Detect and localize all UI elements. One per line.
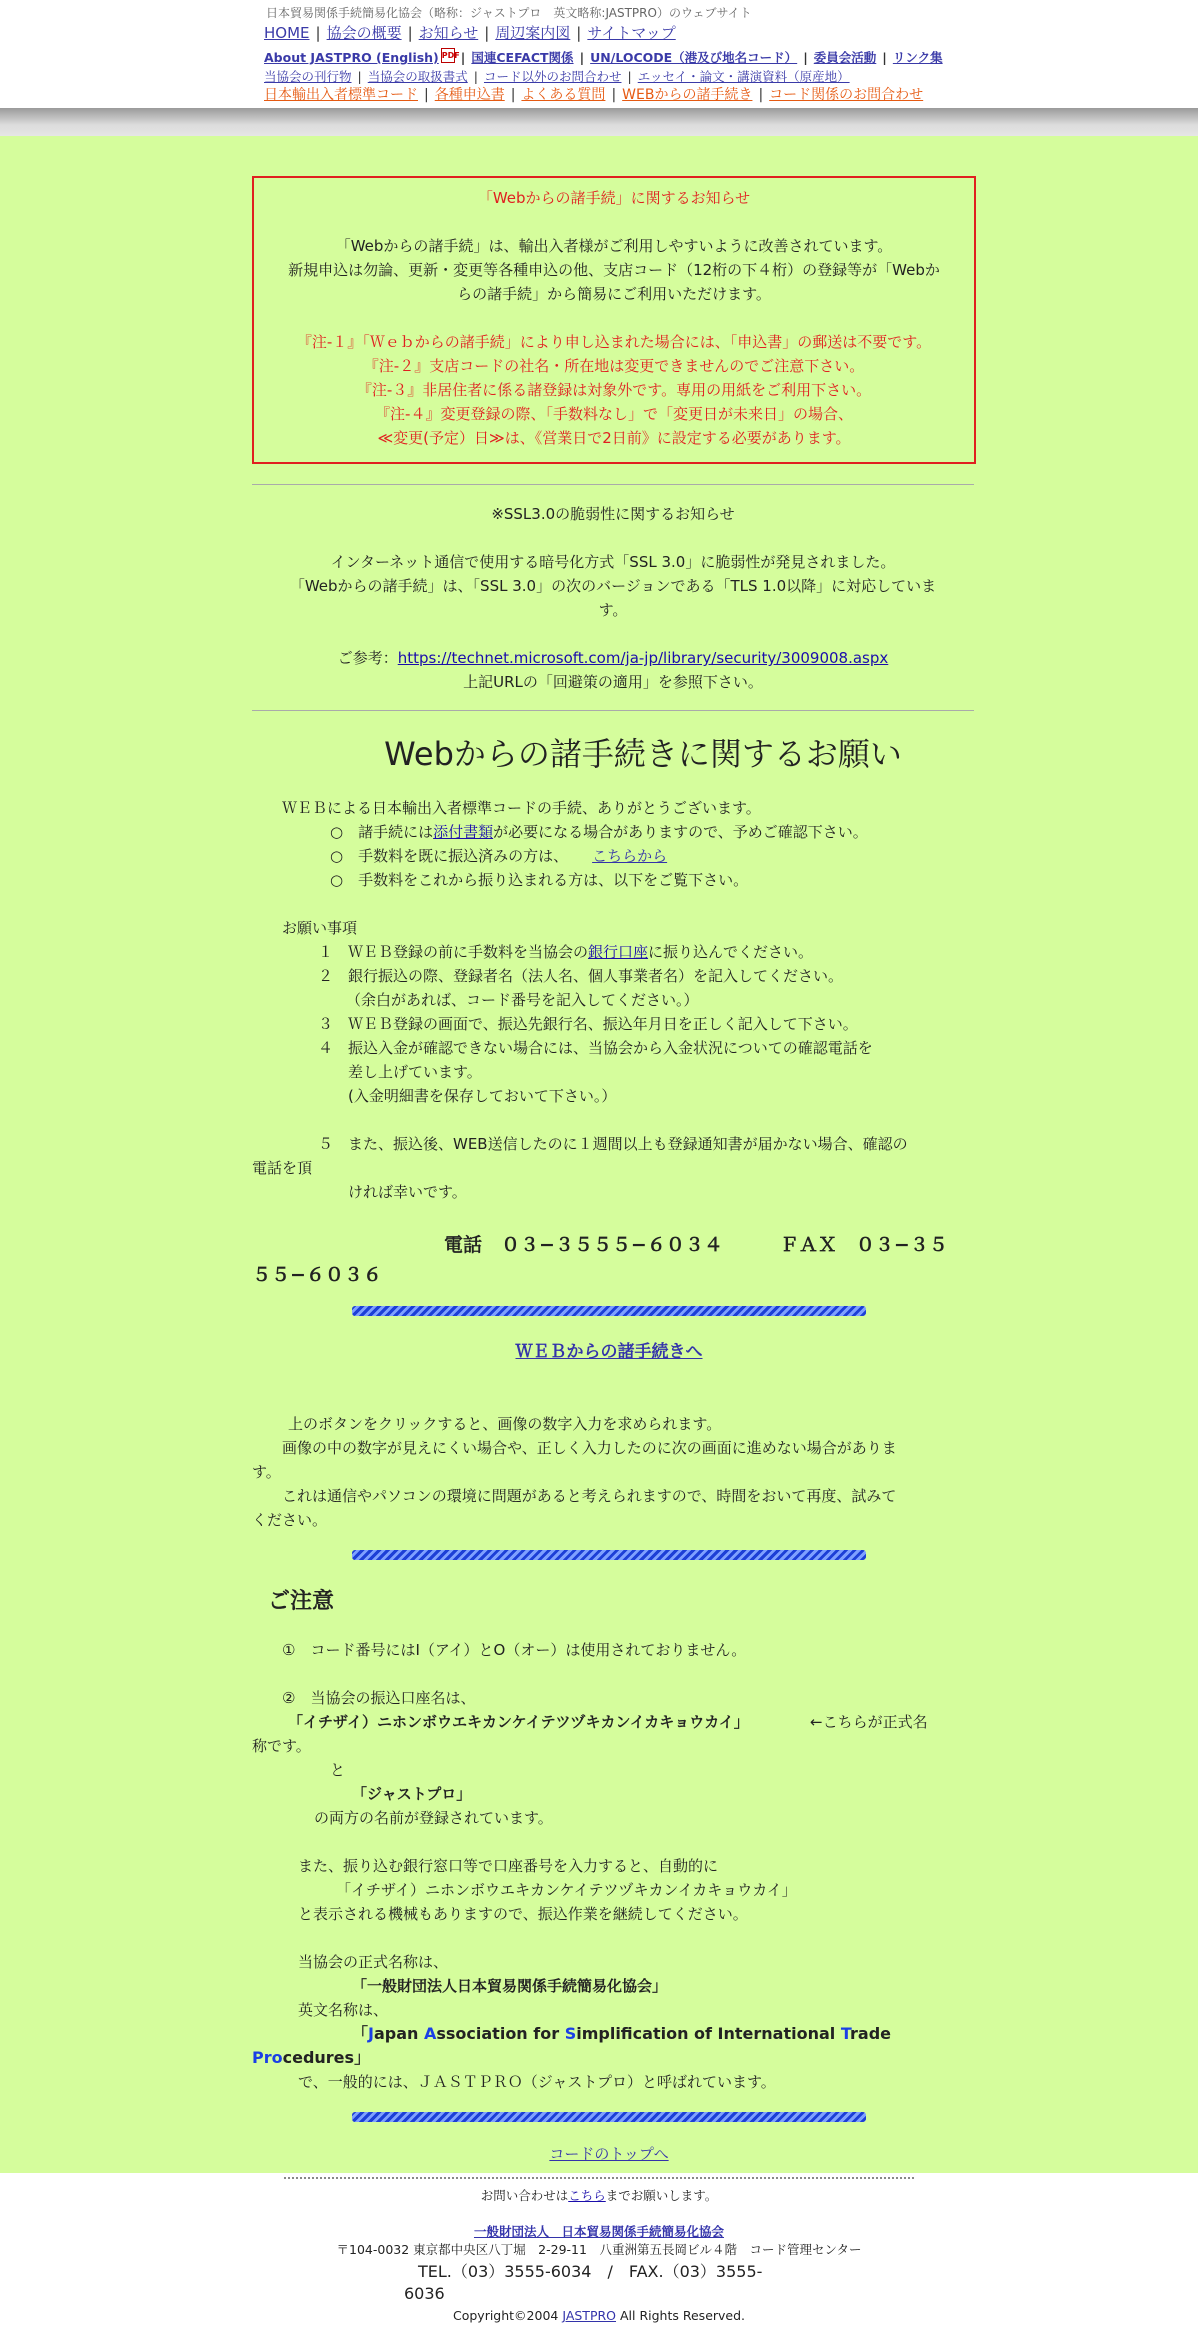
notice-body-3: らの諸手続」から簡易にご利用いただけます。: [457, 285, 771, 303]
nav-home[interactable]: HOME: [264, 24, 310, 42]
nav-news[interactable]: お知らせ: [418, 24, 479, 42]
english-name-line-2: Procedures」: [252, 2048, 371, 2067]
footer-copyright: Copyright©2004 JASTPRO All Rights Reserved.: [452, 2308, 746, 2323]
ssl-reference: [252, 646, 974, 670]
captcha-note-1: 上のボタンをクリックすると、画像の数字入力を求められます。: [288, 1415, 722, 1433]
captcha-note-4: これは通信やパソコンの環境に問題があると考えられますので、時間をおいて再度、試みて: [282, 1487, 897, 1505]
machine-note-3: と表示される機械もありますので、振込作業を継続してください。: [298, 1905, 748, 1923]
main-content: [0, 136, 1198, 2173]
bullet-attachments: ○ 諸手続には添付書類が必要になる場合がありますので、予めご確認下さい。: [330, 823, 868, 841]
fax-cont: ５５−６０３６: [252, 1264, 382, 1286]
caution-item-1: ① コード番号にはI（アイ）とO（オー）は使用されておりません。: [282, 1641, 747, 1659]
paid-link[interactable]: こちらから: [592, 847, 668, 865]
footer-org-link[interactable]: 一般財団法人 日本貿易関係手続簡易化協会: [473, 2224, 724, 2239]
notice-note-4: 『注-４』変更登録の際、「手数料なし」で「変更日が未来日」の場合、: [375, 405, 853, 423]
nav-cefact[interactable]: 国連CEFACT関係: [471, 50, 574, 65]
request-item-4: ４ 振込入金が確認できない場合には、当協会から入金状況についての確認電話を: [318, 1039, 873, 1057]
formal-name-label: 当協会の正式名称は、: [298, 1953, 449, 1971]
site-footer: [0, 2173, 1198, 2335]
notice-body-1: 「Webからの諸手続」は、輸出入者様がご利用しやすいように改善されています。: [335, 237, 893, 255]
nav-web-procedures[interactable]: WEBからの諸手続き: [622, 87, 753, 103]
and-text: と: [330, 1761, 346, 1779]
english-name-label: 英文名称は、: [298, 2001, 389, 2019]
nav-essays[interactable]: エッセイ・論文・講演資料（原産地）: [637, 69, 850, 84]
nav-applications[interactable]: 各種申込書: [434, 87, 505, 103]
code-top-link[interactable]: コードのトップへ: [549, 2145, 669, 2163]
notice-note-1: 『注-１』「Ｗｅｂからの諸手続」により申し込まれた場合には、「申込書」の郵送は不要です。: [296, 333, 932, 351]
request-item-1: １ ＷＥＢ登録の前に手数料を当協会の銀行口座に振り込んでください。: [318, 943, 814, 961]
machine-note-1: また、振り込む銀行窓口等で口座番号を入力すると、自動的に: [298, 1857, 719, 1875]
footer-address: 〒104-0032 東京都中央区八丁堀 2-29-11 八重洲第五長岡ビル４階 コード管理センター: [336, 2242, 862, 2257]
site-tagline: 日本貿易関係手続簡易化協会（略称：ジャストプロ 英文略称:JASTPRO）のウェブサイト: [266, 6, 752, 20]
nav-sitemap[interactable]: サイトマップ: [587, 24, 676, 42]
requests-subheading: お願い事項: [282, 919, 358, 937]
account-name-note-cont: 称です。: [252, 1737, 311, 1755]
request-item-5-cont: 電話を頂: [252, 1159, 313, 1177]
request-item-4-cont: 差し上げています。: [348, 1063, 482, 1081]
account-name-1: 「イチザイ）ニホンボウエキカンケイテツヅキカンイカキョウカイ」: [288, 1713, 749, 1731]
bullet-unpaid: ○ 手数料をこれから振り込まれる方は、以下をご覧下さい。: [330, 871, 749, 889]
notice-note-3: 『注-３』非居住者に係る諸登録は対象外です。専用の用紙をご利用下さい。: [356, 381, 872, 399]
caution-item-2: ② 当協会の振込口座名は、: [282, 1689, 476, 1707]
ssl-line-1: インターネット通信で使用する暗号化方式「SSL 3.0」に脆弱性が発見されました。: [330, 553, 896, 571]
nav-locode[interactable]: UN/LOCODE（港及び地名コード）: [590, 50, 798, 65]
ssl-title: ※SSL3.0の脆弱性に関するお知らせ: [491, 505, 735, 523]
account-name-2: 「ジャストプロ」: [352, 1785, 472, 1803]
web-procedures-notice: [252, 176, 976, 464]
machine-note-2: 「イチザイ）ニホンボウエキカンケイテツヅキカンイカキョウカイ」: [336, 1881, 797, 1899]
tertiary-nav: 当協会の刊行物 | 当協会の取扱書式 | コード以外のお問合わせ | エッセイ・論文・講演資料（原産地）: [264, 69, 850, 84]
top-link-wrap: [352, 2142, 866, 2166]
footer-jastpro-link[interactable]: JASTPRO: [562, 2308, 617, 2323]
phone-fax-line: 電話 ０３−３５５５−６０３４ ＦＡＸ ０３−３５: [444, 1234, 948, 1256]
code-nav: 日本輸出入者標準コード | 各種申込書 | よくある質問 | WEBからの諸手続き | コード関係のお問合わせ: [264, 87, 924, 103]
footer-contact: お問い合わせはこちらまでお願いします。: [480, 2188, 718, 2203]
wavy-divider: [352, 1550, 866, 1560]
nav-publications[interactable]: 当協会の刊行物: [264, 69, 352, 84]
ssl-line-4: 上記URLの「回避策の適用」を参照下さい。: [463, 673, 763, 691]
web-procedures-button[interactable]: ＷＥＢからの諸手続きへ: [515, 1342, 703, 1362]
footer-contact-link[interactable]: こちら: [568, 2188, 606, 2203]
notice-body-2: 新規申込は勿論、更新・変更等各種申込の他、支店コード（12桁の下４桁）の登録等が「Webか: [288, 261, 940, 279]
captcha-note-5: ください。: [252, 1511, 328, 1529]
english-name-line-1: 「Japan Association for Simplification of International Trade: [352, 2024, 891, 2043]
notice-title: 「Webからの諸手続」に関するお知らせ: [477, 189, 751, 207]
ssl-line-2: 「Webからの諸手続」は、「SSL 3.0」の次のバージョンである「TLS 1.0以降」に対応していま: [289, 577, 937, 595]
request-intro: ＷＥＢによる日本輸出入者標準コードの手続、ありがとうございます。: [282, 799, 761, 817]
nav-about[interactable]: 協会の概要: [326, 24, 402, 42]
secondary-nav: About JASTPRO (English) PDF| 国連CEFACT関係 | UN/LOCODE（港及び地名コード） | 委員会活動 | リンク集: [264, 50, 943, 65]
notice-note-2: 『注-２』支店コードの社名・所在地は変更できませんのでご注意下さい。: [363, 357, 865, 375]
captcha-note-2: 画像の中の数字が見えにくい場合や、正しく入力したのに次の画面に進めない場合がありま: [282, 1439, 897, 1457]
nav-links[interactable]: リンク集: [892, 50, 943, 65]
request-item-5-end: ければ幸いです。: [348, 1183, 467, 1201]
request-heading: Webからの諸手続きに関するお願い: [384, 735, 902, 773]
attachments-link[interactable]: 添付書類: [433, 823, 494, 841]
footer-org-wrap: [284, 2223, 914, 2241]
divider: [252, 710, 974, 711]
captcha-note-3: す。: [252, 1463, 281, 1481]
formal-name: 「一般財団法人日本貿易関係手続簡易化協会」: [352, 1977, 668, 1995]
nav-english[interactable]: About JASTPRO (English): [264, 50, 439, 65]
request-item-3: ３ ＷＥＢ登録の画面で、振込先銀行名、振込年月日を正しく記入して下さい。: [318, 1015, 858, 1033]
account-name-note: ←こちらが正式名: [810, 1713, 928, 1731]
bullet-paid: ○ 手数料を既に振込済みの方は、 こちらから: [330, 847, 668, 865]
nav-other-inquiry[interactable]: コード以外のお問合わせ: [483, 69, 622, 84]
common-name: で、一般的には、ＪＡＳＴＰＲＯ（ジャストプロ）と呼ばれています。: [298, 2073, 776, 2091]
request-item-2: ２ 銀行振込の際、登録者名（法人名、個人事業者名）を記入してください。: [318, 967, 844, 985]
request-item-5: ５ また、振込後、WEB送信したのに１週間以上も登録通知書が届かない場合、確認の: [318, 1135, 908, 1153]
nav-standard-code[interactable]: 日本輸出入者標準コード: [264, 87, 418, 103]
ssl-ref-link[interactable]: https://technet.microsoft.com/ja-jp/library/security/3009008.aspx: [397, 649, 889, 667]
nav-code-inquiry[interactable]: コード関係のお問合わせ: [769, 87, 924, 103]
divider: [252, 484, 974, 485]
footer-tel: TEL.（03）3555-6034 / FAX.（03）3555-: [418, 2262, 763, 2281]
notice-note-5: ≪変更(予定）日≫は、《営業日で2日前》に設定する必要があります。: [377, 429, 851, 447]
pdf-icon: PDF: [441, 48, 455, 63]
caution-heading: ご注意: [268, 1589, 335, 1614]
footer-divider: [284, 2177, 914, 2179]
nav-forms[interactable]: 当協会の取扱書式: [367, 69, 468, 84]
nav-map[interactable]: 周辺案内図: [495, 24, 571, 42]
header-divider-band: [0, 108, 1198, 136]
nav-committee[interactable]: 委員会活動: [813, 50, 877, 65]
request-item-2-note: （余白があれば、コード番号を記入してください。）: [346, 991, 699, 1009]
wavy-divider: [352, 1306, 866, 1316]
both-registered: の両方の名前が登録されています。: [314, 1809, 553, 1827]
request-item-4-note: (入金明細書を保存しておいて下さい。）: [348, 1087, 617, 1105]
ssl-line-3: す。: [598, 601, 628, 619]
primary-nav: HOME | 協会の概要 | お知らせ | 周辺案内図 | サイトマップ: [264, 24, 676, 42]
nav-faq[interactable]: よくある質問: [521, 87, 606, 103]
site-header: [0, 0, 1198, 108]
wavy-divider: [352, 2112, 866, 2122]
web-procedures-link-wrap: [352, 1340, 866, 1364]
bank-account-link[interactable]: 銀行口座: [588, 943, 649, 961]
ssl-ref-label: ご参考：: [337, 649, 398, 667]
footer-tel-cont: 6036: [404, 2284, 445, 2303]
